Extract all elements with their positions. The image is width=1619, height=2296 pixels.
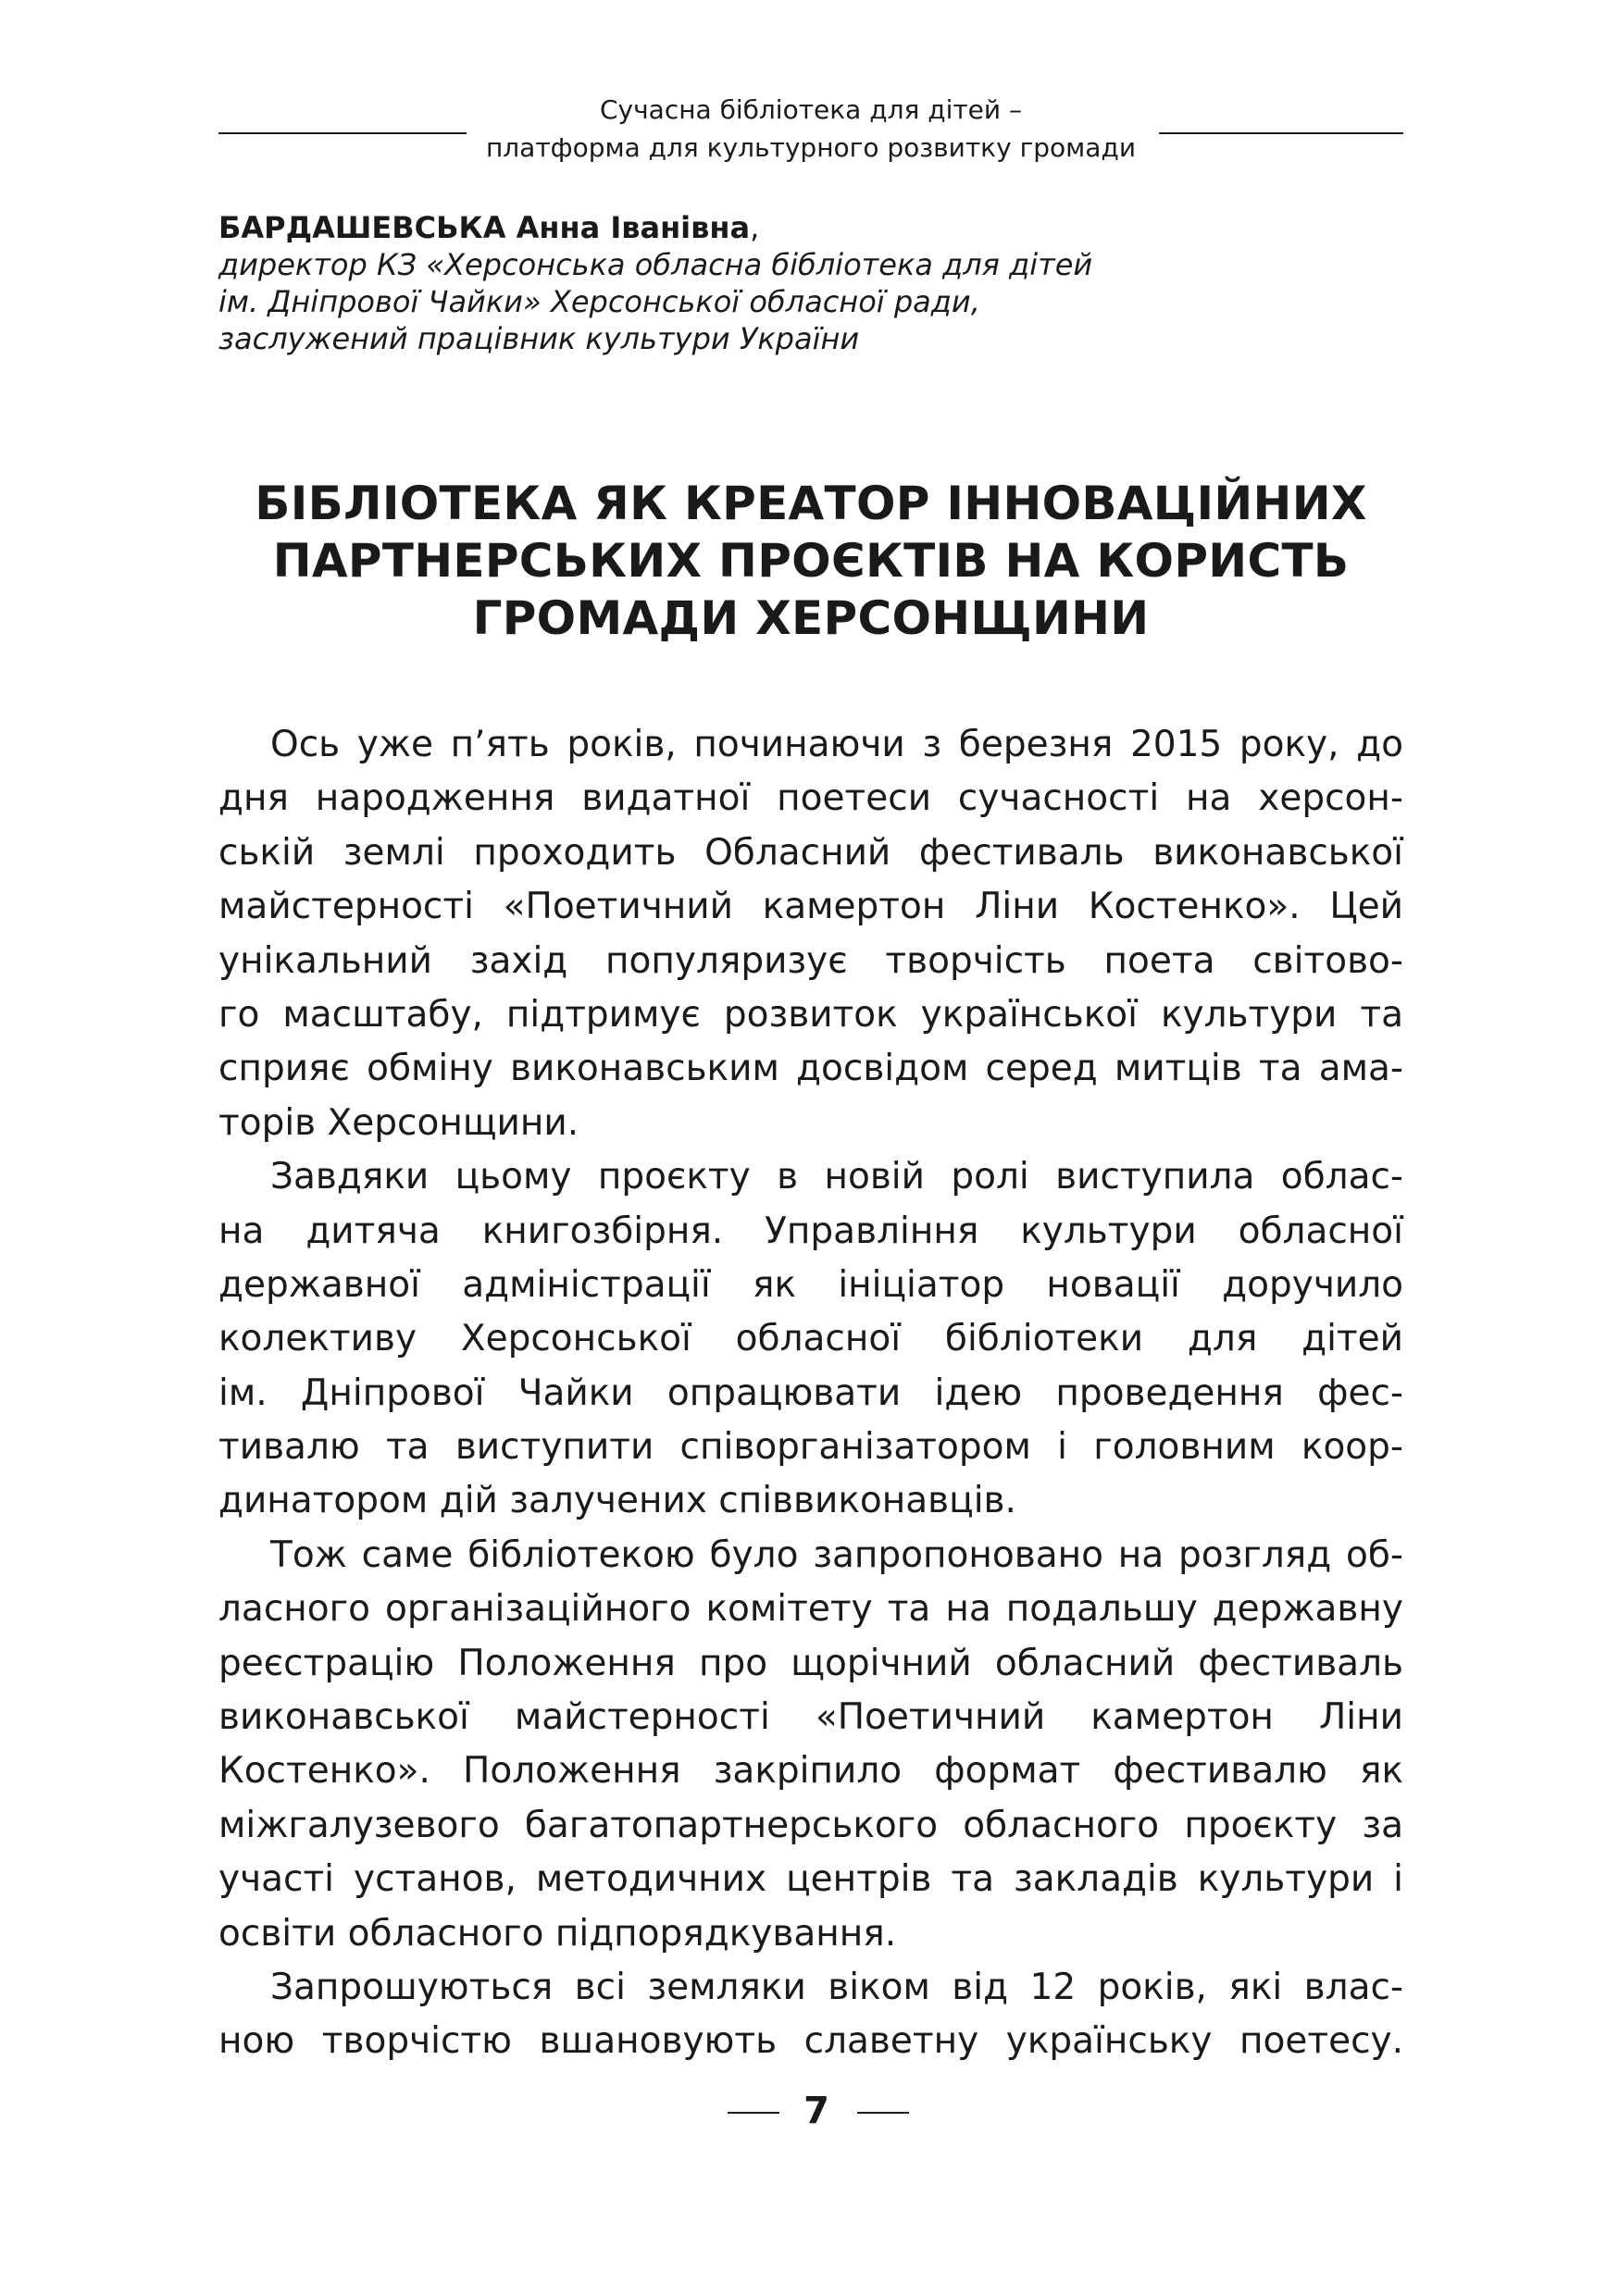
body-line: Ось уже п’ять років, починаючи з березня 2015 року, до [270,724,1403,765]
article-title-line-2: ПАРТНЕРСЬКИХ ПРОЄКТІВ НА КОРИСТЬ [272,534,1350,588]
body-line: на дитяча книгозбірня. Управління культури обласної [218,1210,1403,1252]
body-line: дня народження видатної поетеси сучасності на херсон- [218,777,1403,820]
body-line: ласного організаційного комітету та на подальшу державну [218,1588,1403,1631]
body-line: реєстрацію Положення про щорічний обласний фестиваль [218,1642,1403,1684]
running-header [218,89,1403,172]
body-line: державної адміністрації як ініціатор новації доручило [218,1263,1403,1306]
header-rule-left [218,132,467,134]
body-line: унікальний захід популяризує творчість поета світово- [218,939,1403,982]
page-number-block [722,2084,907,2140]
body-line: майстерності «Поетичний камертон Ліни Костенко». Цей [218,886,1403,928]
body-line: виконавської майстерності «Поетичний камертон Ліни [218,1696,1403,1739]
article-title-line-3: ГРОМАДИ ХЕРСОНЩИНИ [472,591,1150,645]
body-line: ім. Дніпрової Чайки опрацювати ідею проведення фес- [218,1371,1403,1414]
running-header-line-2: платформа для культурного розвитку громади [485,132,1137,163]
author-affiliation-line-1: директор КЗ «Херсонська обласна бібліотека для дітей [218,247,1093,282]
body-line: Запрошуються всі земляки віком від 12 років, які влас- [270,1966,1403,2008]
body-line: динатором дій залучених співвиконавців. [218,1480,1016,1522]
body-line: міжгалузевого багатопартнерського обласного проєкту за [218,1804,1403,1846]
body-line: го масштабу, підтримує розвиток української культури та [218,993,1403,1036]
body-line: тивалю та виступити співорганізатором і головним коор- [218,1426,1403,1469]
body-line: ною творчістю вшановують славетну українську поетесу. [218,2020,1403,2063]
page-number-dash-left [728,2112,779,2114]
body-line: участі установ, методичних центрів та закладів культури і [218,1858,1403,1901]
page-number-dash-right [857,2112,909,2114]
running-header-text [459,91,1163,167]
author-affiliation-line-3: заслужений працівник культури України [218,321,860,356]
running-header-line-1: Сучасна бібліотека для дітей – [600,94,1022,125]
body-line: ській землі проходить Обласний фестиваль виконавської [218,831,1403,874]
body-line: колективу Херсонської обласної бібліотеки для дітей [218,1318,1403,1360]
author-affiliation-line-2: ім. Дніпрової Чайки» Херсонської обласної ради, [218,284,980,319]
author-name: БАРДАШЕВСЬКА Анна Іванівна [218,210,751,245]
article-title [218,475,1403,647]
page-number: 7 [803,2090,829,2132]
author-block [218,209,1403,357]
body-line: торів Херсонщини. [218,1101,579,1144]
body-line: Костенко». Положення закріпило формат фестивалю як [218,1750,1403,1793]
body-line: Завдяки цьому проєкту в новій ролі виступила облас- [270,1156,1403,1198]
author-name-suffix: , [750,210,760,245]
body-line: Тож саме бібліотекою було запропоновано на розгляд об- [270,1533,1403,1576]
author-name-line [218,209,1403,246]
article-title-line-1: БІБЛІОТЕКА ЯК КРЕАТОР ІННОВАЦІЙНИХ [255,477,1367,530]
article-body [218,718,1403,2069]
body-line: освіти обласного підпорядкування. [218,1912,897,1955]
body-line: сприяє обміну виконавським досвідом серед митців та ама- [218,1048,1403,1090]
header-rule-right [1159,132,1403,134]
